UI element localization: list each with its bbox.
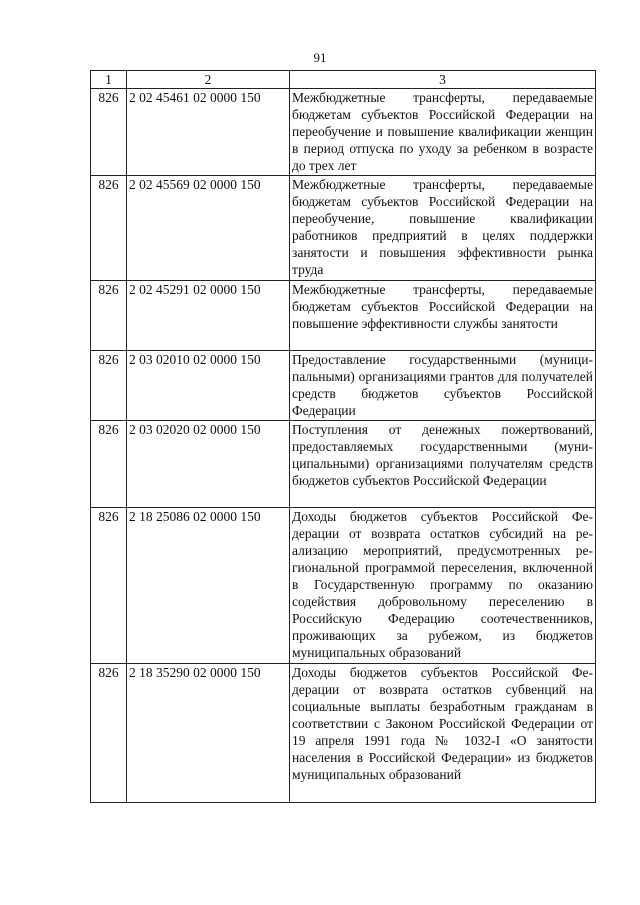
revenue-name-cell: Предоставление государственными (муниципальными) организациями грантов для получателей средств бюджетов субъектов Российской Федерации bbox=[290, 351, 596, 421]
admin-code-cell: 826 bbox=[91, 281, 127, 351]
table-row bbox=[91, 664, 596, 803]
column-header-2: 2 bbox=[127, 71, 290, 89]
table-row bbox=[91, 281, 596, 351]
budget-code-cell: 2 03 02010 02 0000 150 bbox=[127, 351, 290, 421]
revenue-name-cell: Межбюджетные трансферты, передаваемые бюджетам субъектов Российской Федерации на переобучение и повышение квалификации женщин в период отпуска по уходу за ребенком в возрасте до трех лет bbox=[290, 89, 596, 176]
column-header-1: 1 bbox=[91, 71, 127, 89]
budget-code-cell: 2 02 45569 02 0000 150 bbox=[127, 176, 290, 281]
revenue-name-cell: Доходы бюджетов субъектов Российской Федерации от возврата остатков субвенций на социальные выплаты безработным гражданам в соответствии с Законом Российской Федерации от 19 апреля 1991 года № 1032-I «О занятости населения в Российской Федерации» из бюджетов муниципальных образований bbox=[290, 664, 596, 803]
budget-code-cell: 2 18 35290 02 0000 150 bbox=[127, 664, 290, 803]
admin-code-cell: 826 bbox=[91, 351, 127, 421]
page-number: 91 bbox=[313, 50, 327, 65]
table-row bbox=[91, 421, 596, 508]
budget-code-cell: 2 02 45461 02 0000 150 bbox=[127, 89, 290, 176]
admin-code-cell: 826 bbox=[91, 508, 127, 664]
revenue-name-cell: Поступления от денежных пожертвований, предоставляемых государственными (муниципальными) организациями получателям средств бюджетов субъектов Российской Федерации bbox=[290, 421, 596, 508]
admin-code-cell: 826 bbox=[91, 664, 127, 803]
column-header-3: 3 bbox=[290, 71, 596, 89]
table-row bbox=[91, 508, 596, 664]
revenue-name-cell: Межбюджетные трансферты, передаваемые бюджетам субъектов Российской Федерации на повышение эффективности службы занятости bbox=[290, 281, 596, 351]
admin-code-cell: 826 bbox=[91, 89, 127, 176]
budget-code-cell: 2 18 25086 02 0000 150 bbox=[127, 508, 290, 664]
table-row bbox=[91, 351, 596, 421]
budget-code-cell: 2 03 02020 02 0000 150 bbox=[127, 421, 290, 508]
budget-code-cell: 2 02 45291 02 0000 150 bbox=[127, 281, 290, 351]
budget-classification-table bbox=[90, 70, 596, 803]
table-row bbox=[91, 89, 596, 176]
revenue-name-cell: Межбюджетные трансферты, передаваемые бюджетам субъектов Российской Федерации на переобучение, повышение квалификации работников предприятий в целях поддержки занятости и повышения эффективности рынка труда bbox=[290, 176, 596, 281]
table-row bbox=[91, 176, 596, 281]
table-header-row bbox=[91, 71, 596, 89]
revenue-name-cell: Доходы бюджетов субъектов Российской Федерации от возврата остатков субсидий на реализацию мероприятий, предусмотренных региональной программой переселения, включенной в Государственную программу по оказанию содействия добровольному переселению в Российскую Федерацию соотечественников, проживающих за рубежом, из бюджетов муниципальных образований bbox=[290, 508, 596, 664]
admin-code-cell: 826 bbox=[91, 421, 127, 508]
admin-code-cell: 826 bbox=[91, 176, 127, 281]
